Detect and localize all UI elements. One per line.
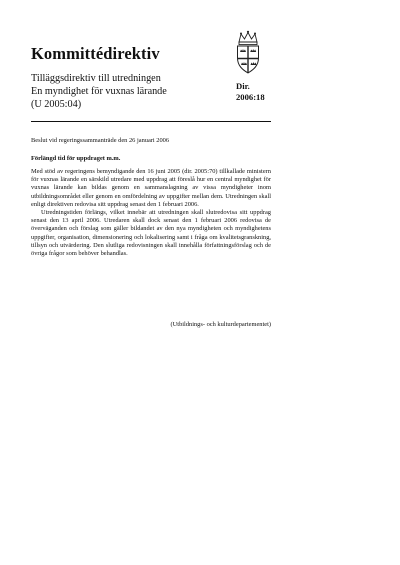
- section-heading: Förlängd tid för uppdraget m.m.: [31, 155, 121, 162]
- directive-number: [236, 81, 265, 103]
- subtitle-line: En myndighet för vuxnas lärande: [31, 86, 167, 97]
- document-subtitle: [31, 72, 231, 111]
- document-title: Kommittédirektiv: [31, 44, 160, 63]
- dir-label: Dir.: [236, 81, 250, 91]
- subtitle-line: Tilläggsdirektiv till utredningen: [31, 73, 161, 84]
- body-paragraph: Utredningstiden förlängs, vilket innebär att utredningen skall slutredovisa sitt uppdrag senast den 13 april 2006. Utredaren skall dock senast den 1 februari 2006 redovisa de överväganden och förslag som gäller bildandet av den nya myndigheten och myndighetens uppgifter, organisation, dimensionering och lokalisering samt i fråga om kvalitetsgranskning, tillsyn och utvärdering. Den slutliga redovisningen skall innehålla författningsförslag och de övriga frågor som behöver behandlas.: [31, 209, 271, 258]
- section-body: [31, 168, 271, 258]
- body-paragraph: Med stöd av regeringens bemyndigande den 16 juni 2005 (dir. 2005:70) tillkallade ministern för vuxnas lärande en särskild utredare med uppdrag att föreslå hur en central myndighet för vuxnas lärande kan bildas genom en sammanslagning av vissa myndigheter inom utbildningsområdet eller genom en omfördelning av uppgifter mellan dem. Utredningen skall enligt direktiven redovisa sitt uppdrag senast den 1 februari 2006.: [31, 168, 271, 208]
- swedish-government-crest-icon: [232, 30, 264, 76]
- decision-line: Beslut vid regeringssammanträde den 26 januari 2006: [31, 137, 170, 144]
- dir-number: 2006:18: [236, 92, 265, 102]
- subtitle-line: (U 2005:04): [31, 99, 82, 110]
- header-divider: [31, 121, 271, 122]
- department-name: (Utbildnings- och kulturdepartementet): [170, 321, 271, 328]
